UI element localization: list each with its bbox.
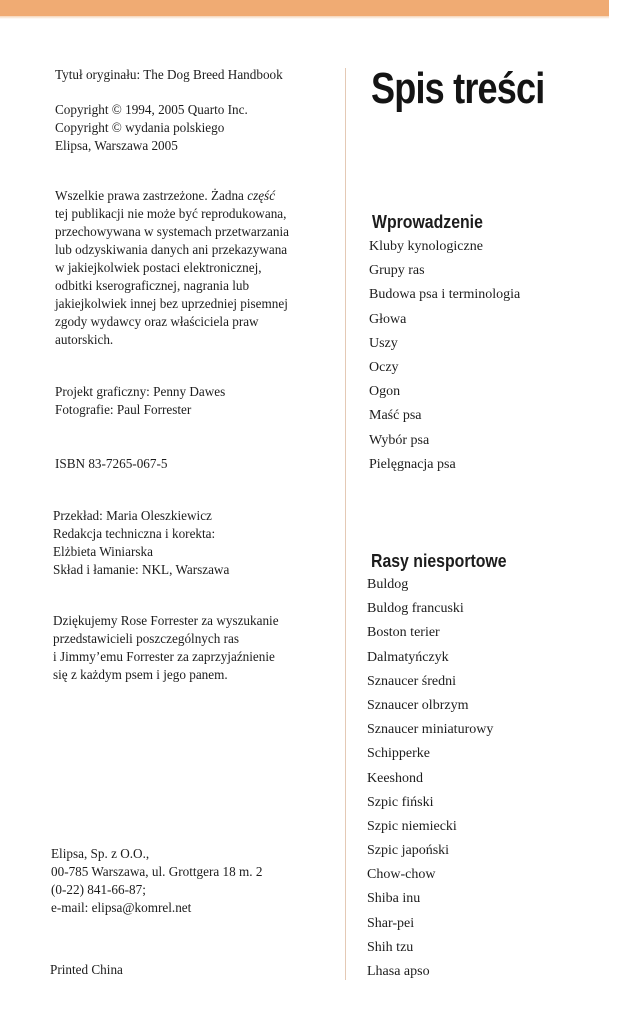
- toc-item[interactable]: Shiba inu: [367, 891, 421, 907]
- original-title-block: [55, 66, 283, 84]
- rights-line: zgody wydawcy oraz właściciela praw: [55, 314, 259, 329]
- translation-line: Skład i łamanie: NKL, Warszawa: [53, 562, 230, 577]
- toc-list-introduction: [369, 238, 520, 480]
- toc-item[interactable]: Dalmatyńczyk: [367, 649, 449, 665]
- section-heading-introduction: Wprowadzenie: [372, 212, 483, 232]
- top-bar-shadow: [0, 16, 609, 19]
- rights-line: [55, 187, 289, 205]
- toc-item[interactable]: Boston terier: [367, 625, 440, 641]
- toc-item[interactable]: Schipperke: [367, 746, 430, 762]
- thanks-line: Dziękujemy Rose Forrester za wyszukanie: [53, 613, 279, 628]
- column-divider: [345, 68, 346, 980]
- toc-item[interactable]: Lhasa apso: [367, 964, 430, 979]
- translation-line: Elżbieta Winiarska: [53, 544, 153, 559]
- rights-line-italic-word: część: [247, 188, 276, 203]
- copyright-line: Elipsa, Warszawa 2005: [55, 138, 178, 153]
- translation-line: Redakcja techniczna i korekta:: [53, 526, 216, 541]
- credits-block: [55, 383, 225, 419]
- copyright-block: [55, 101, 248, 155]
- thanks-line: się z każdym psem i jego panem.: [53, 667, 228, 682]
- rights-block: [55, 187, 289, 349]
- translation-block: [53, 507, 229, 579]
- original-title: Tytuł oryginału: The Dog Breed Handbook: [55, 67, 283, 82]
- thanks-line: przedstawicieli poszczególnych ras: [53, 631, 240, 646]
- toc-item[interactable]: Chow-chow: [367, 867, 436, 883]
- translation-line: Przekład: Maria Oleszkiewicz: [53, 508, 212, 523]
- toc-title: Spis treści: [371, 64, 545, 113]
- section-heading-non-sporting: Rasy niesportowe: [371, 551, 507, 571]
- publisher-block: [51, 845, 262, 917]
- credits-line: Fotografie: Paul Forrester: [55, 402, 192, 417]
- thanks-line: i Jimmy’emu Forrester za zaprzyjaźnienie: [53, 649, 275, 664]
- publisher-line: Elipsa, Sp. z O.O.,: [51, 846, 150, 861]
- toc-item[interactable]: Buldog francuski: [367, 601, 464, 617]
- toc-item[interactable]: Kluby kynologiczne: [369, 239, 483, 254]
- toc-item[interactable]: Buldog: [367, 577, 409, 592]
- toc-item[interactable]: Uszy: [369, 335, 398, 351]
- toc-item[interactable]: Wybór psa: [369, 432, 430, 448]
- isbn-block: [55, 455, 167, 473]
- toc-item[interactable]: Szpic niemiecki: [367, 818, 457, 834]
- publisher-line: (0-22) 841-66-87;: [51, 882, 146, 897]
- toc-item[interactable]: Shih tzu: [367, 939, 414, 955]
- toc-item[interactable]: Grupy ras: [369, 263, 425, 279]
- rights-line: w jakiejkolwiek postaci elektronicznej,: [55, 260, 262, 275]
- toc-item[interactable]: Sznaucer olbrzym: [367, 697, 469, 713]
- publisher-line: e-mail: elipsa@komrel.net: [51, 900, 192, 915]
- publisher-line: 00-785 Warszawa, ul. Grottgera 18 m. 2: [51, 864, 263, 879]
- copyright-line: Copyright © 1994, 2005 Quarto Inc.: [55, 102, 248, 117]
- rights-line: autorskich.: [55, 332, 114, 347]
- toc-item[interactable]: Pielęgnacja psa: [369, 456, 456, 472]
- toc-item[interactable]: Szpic japoński: [367, 843, 450, 859]
- toc-item[interactable]: Budowa psa i terminologia: [369, 287, 521, 303]
- toc-item[interactable]: Ogon: [369, 384, 401, 400]
- toc-item[interactable]: Sznaucer miniaturowy: [367, 722, 494, 738]
- toc-list-non-sporting: [367, 576, 493, 987]
- rights-line: lub odzyskiwania danych ani przekazywana: [55, 242, 288, 257]
- thanks-block: [53, 612, 279, 684]
- printed-block: [50, 961, 123, 979]
- toc-item[interactable]: Maść psa: [369, 408, 422, 424]
- toc-item[interactable]: Szpic fiński: [367, 794, 434, 810]
- toc-item[interactable]: Sznaucer średni: [367, 673, 457, 689]
- printed-in: Printed China: [50, 962, 123, 977]
- rights-line: tej publikacji nie może być reprodukowana,: [55, 206, 287, 221]
- toc-item[interactable]: Shar-pei: [367, 915, 415, 931]
- toc-item[interactable]: Głowa: [369, 311, 407, 327]
- toc-item[interactable]: Oczy: [369, 359, 399, 375]
- rights-line: jakiejkolwiek innej bez uprzedniej pisemnej: [55, 296, 288, 311]
- top-color-bar: [0, 0, 609, 16]
- copyright-line: Copyright © wydania polskiego: [55, 120, 225, 135]
- toc-item[interactable]: Keeshond: [367, 770, 423, 786]
- rights-line-text: Wszelkie prawa zastrzeżone. Żadna: [55, 188, 248, 203]
- isbn: ISBN 83-7265-067-5: [55, 456, 168, 471]
- rights-line: odbitki kserograficznej, nagrania lub: [55, 278, 250, 293]
- credits-line: Projekt graficzny: Penny Dawes: [55, 384, 226, 399]
- rights-line: przechowywana w systemach przetwarzania: [55, 224, 289, 239]
